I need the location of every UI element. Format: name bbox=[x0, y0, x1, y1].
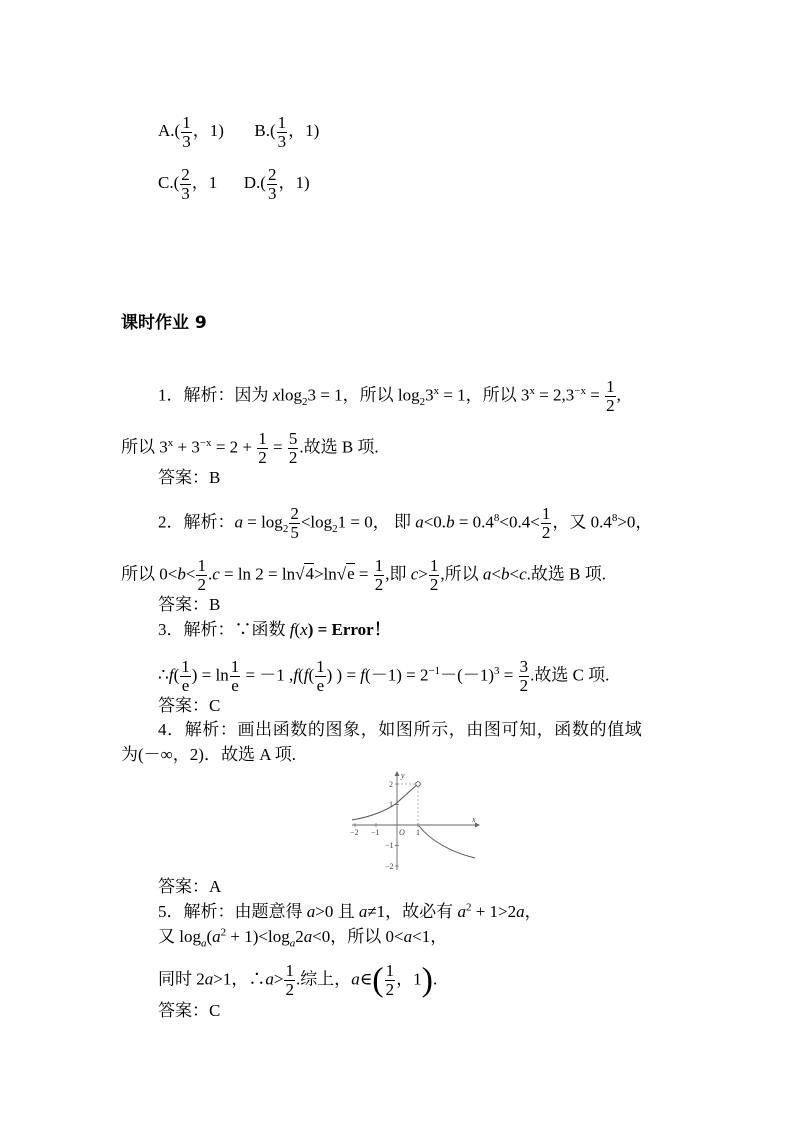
text: ，又 0.4 bbox=[552, 512, 612, 532]
var-a: a bbox=[234, 512, 243, 532]
fraction bbox=[257, 430, 268, 467]
q2-number: 2．解析： bbox=[158, 512, 235, 532]
text: ) ) = bbox=[326, 665, 361, 685]
text: = bbox=[268, 437, 287, 457]
q4-answer: 答案：A bbox=[158, 877, 222, 896]
fraction bbox=[541, 505, 552, 542]
denominator: 2 bbox=[519, 676, 529, 695]
choice-line-ab bbox=[158, 114, 319, 151]
y-tick-label: −2 bbox=[385, 862, 394, 871]
q2-line-2 bbox=[121, 557, 606, 594]
choice-b bbox=[254, 113, 320, 151]
denominator: 2 bbox=[197, 575, 206, 594]
denominator: e bbox=[231, 676, 239, 695]
sqrt-sign: √ bbox=[295, 564, 305, 584]
choice-a-rest: ，1) bbox=[192, 121, 224, 141]
text: >ln bbox=[313, 564, 337, 584]
var-c: c bbox=[212, 564, 220, 584]
q5-line-1 bbox=[158, 902, 542, 922]
radicand: 4 bbox=[305, 564, 314, 584]
var-a: a bbox=[358, 902, 368, 921]
superscript: 2 bbox=[465, 901, 472, 914]
text: ( bbox=[294, 620, 301, 639]
text: + 1>2 bbox=[471, 902, 517, 921]
text: ∈ bbox=[359, 969, 373, 989]
paren-left: ( bbox=[372, 961, 384, 999]
text: + 3 bbox=[173, 437, 200, 457]
sqrt-sign: √ bbox=[336, 564, 347, 584]
choice-b-fraction bbox=[277, 114, 288, 151]
y-axis-label: y bbox=[401, 771, 405, 780]
text: <log bbox=[300, 512, 333, 532]
var-b: b bbox=[446, 512, 455, 532]
fraction bbox=[429, 557, 440, 594]
numerator: 1 bbox=[316, 657, 325, 676]
numerator: 1 bbox=[230, 657, 240, 676]
text: .故选 B 项. bbox=[526, 564, 606, 584]
y-tick-label: 2 bbox=[389, 780, 393, 789]
var-b: b bbox=[500, 564, 510, 584]
x-tick-label: 1 bbox=[416, 828, 420, 837]
text: <1， bbox=[412, 927, 448, 946]
q1-line-1 bbox=[158, 378, 621, 415]
superscript: −1 bbox=[428, 664, 441, 677]
subscript: 2 bbox=[332, 522, 338, 535]
q4-line-2: 为(－∞，2)．故选 A 项. bbox=[121, 745, 297, 764]
text: 3 bbox=[425, 385, 434, 405]
open-point bbox=[416, 782, 421, 787]
text: 3 = 1，所以 log bbox=[307, 385, 420, 405]
numerator: 2 bbox=[181, 165, 190, 184]
text: ( bbox=[298, 665, 304, 685]
text: = －1 , bbox=[241, 665, 294, 685]
superscript: x bbox=[167, 436, 174, 449]
fraction bbox=[284, 962, 295, 999]
text: <0，所以 0< bbox=[312, 927, 404, 946]
numerator: 1 bbox=[285, 961, 294, 980]
superscript: x bbox=[433, 384, 440, 397]
subscript: 2 bbox=[282, 522, 289, 535]
var-f: f bbox=[293, 665, 299, 685]
superscript: 8 bbox=[611, 511, 618, 524]
text: = log bbox=[243, 512, 283, 532]
numerator: 1 bbox=[374, 556, 384, 575]
text: 5．解析：由题意得 bbox=[158, 902, 307, 921]
paren-right: ) bbox=[421, 961, 433, 999]
text: , bbox=[616, 385, 621, 405]
denominator: 3 bbox=[182, 132, 191, 151]
text: ( bbox=[206, 927, 213, 946]
section-heading: 课时作业 9 bbox=[121, 313, 207, 333]
subscript: 2 bbox=[419, 395, 426, 408]
choice-a-label: A.( bbox=[158, 121, 181, 141]
text: + 1)<log bbox=[226, 927, 290, 946]
var-a: a bbox=[303, 927, 313, 946]
q2-answer: 答案：B bbox=[158, 595, 221, 614]
text: －(－1) bbox=[440, 665, 494, 685]
choice-a bbox=[158, 113, 224, 151]
numerator: 2 bbox=[267, 165, 277, 184]
choice-d-fraction bbox=[267, 166, 278, 203]
curve-right bbox=[419, 826, 475, 858]
q1-number: 1．解析： bbox=[158, 385, 235, 405]
text: ≠1，故必有 bbox=[367, 902, 458, 921]
choice-c bbox=[158, 165, 218, 203]
text: >0 且 bbox=[315, 902, 359, 921]
denominator: e bbox=[316, 676, 325, 695]
text: ,所以 bbox=[440, 564, 483, 584]
text: 1 = 0， 即 bbox=[337, 512, 416, 532]
var-c: c bbox=[519, 564, 527, 584]
x-axis-arrow bbox=[475, 823, 480, 828]
denominator: 2 bbox=[288, 448, 298, 467]
text: ,即 bbox=[385, 564, 411, 584]
q3-number: 3．解析： bbox=[158, 620, 235, 639]
var-a: a bbox=[212, 927, 221, 946]
text: <0. bbox=[423, 512, 447, 532]
var-a: a bbox=[265, 969, 274, 989]
text: ( bbox=[173, 665, 180, 685]
text: = bbox=[354, 564, 373, 584]
numerator: 1 bbox=[385, 961, 395, 980]
q1-line-2 bbox=[121, 430, 379, 467]
fraction bbox=[180, 658, 191, 695]
text: ( bbox=[308, 665, 315, 685]
fraction bbox=[519, 658, 530, 695]
var-a: a bbox=[457, 902, 466, 921]
var-a: a bbox=[306, 902, 316, 921]
text: log bbox=[280, 385, 303, 405]
text: .综上， bbox=[295, 969, 352, 989]
text: > bbox=[273, 969, 284, 989]
numerator: 1 bbox=[182, 113, 191, 132]
text: < bbox=[509, 564, 520, 584]
numerator: 1 bbox=[606, 377, 615, 396]
text: 所以 0< bbox=[121, 564, 178, 584]
var-x: x bbox=[272, 385, 281, 405]
var-c: c bbox=[410, 564, 419, 584]
fraction bbox=[230, 658, 241, 695]
denominator: 2 bbox=[374, 575, 384, 594]
text: = 2 + bbox=[211, 437, 257, 457]
text: = bbox=[499, 665, 518, 685]
text: .故选 C 项. bbox=[530, 665, 610, 685]
denominator: 2 bbox=[258, 448, 267, 467]
text: ) = ln bbox=[191, 665, 229, 685]
origin-label: O bbox=[399, 828, 405, 837]
numerator: 5 bbox=[288, 429, 298, 448]
q5-line-3 bbox=[158, 962, 437, 999]
denominator: 3 bbox=[181, 184, 190, 203]
denominator: 2 bbox=[385, 980, 395, 999]
fraction bbox=[289, 505, 300, 542]
text: = 0.4 bbox=[454, 512, 494, 532]
text: 因为 bbox=[234, 385, 273, 405]
denominator: 2 bbox=[541, 523, 551, 542]
numerator: 1 bbox=[181, 657, 190, 676]
text: 所以 3 bbox=[121, 437, 168, 457]
text: = bbox=[586, 385, 605, 405]
choice-d-rest: ，1) bbox=[278, 173, 310, 193]
choice-c-label: C.( bbox=[158, 173, 180, 193]
superscript: 3 bbox=[494, 664, 500, 677]
text: ，1 bbox=[396, 969, 422, 989]
text: = 2,3 bbox=[534, 385, 575, 405]
denominator: 3 bbox=[277, 132, 287, 151]
curve-left bbox=[352, 784, 418, 820]
var-x: x bbox=[300, 620, 308, 639]
q3-line-1 bbox=[158, 620, 391, 640]
fraction bbox=[385, 962, 396, 999]
x-tick-label: −1 bbox=[371, 828, 380, 837]
text: >0， bbox=[617, 512, 653, 532]
y-axis-arrow bbox=[395, 771, 400, 776]
denominator: 3 bbox=[267, 184, 277, 203]
choice-c-rest: ，1 bbox=[191, 173, 218, 193]
text: ∵函数 bbox=[234, 620, 290, 639]
y-tick-label: 1 bbox=[389, 800, 393, 809]
var-a: a bbox=[351, 969, 360, 989]
choice-line-cd bbox=[158, 166, 310, 203]
text: .故选 B 项. bbox=[299, 437, 379, 457]
x-tick-label: −2 bbox=[350, 828, 359, 837]
superscript: −x bbox=[199, 436, 212, 449]
text: 2 bbox=[295, 927, 304, 946]
fraction bbox=[374, 557, 385, 594]
denominator: 2 bbox=[285, 980, 294, 999]
q5-line-2 bbox=[158, 926, 448, 950]
fraction bbox=[288, 430, 299, 467]
choice-d bbox=[243, 165, 310, 203]
q3-line-2 bbox=[158, 658, 609, 695]
numerator: 1 bbox=[541, 504, 551, 523]
var-a: a bbox=[415, 512, 424, 532]
var-a: a bbox=[200, 937, 207, 950]
numerator: 1 bbox=[258, 429, 267, 448]
text: >1，∴ bbox=[213, 969, 266, 989]
text: = ln 2 = ln bbox=[219, 564, 296, 584]
var-a: a bbox=[204, 969, 214, 989]
text: ， bbox=[524, 902, 542, 921]
text: = 1，所以 3 bbox=[439, 385, 530, 405]
numerator: 3 bbox=[519, 657, 529, 676]
choice-c-fraction bbox=[180, 166, 191, 203]
text: < bbox=[185, 564, 196, 584]
var-a: a bbox=[516, 902, 525, 921]
function-graph bbox=[350, 770, 482, 875]
var-a: a bbox=[482, 564, 492, 584]
q4-line-1: 4．解析：画出函数的图象，如图所示，由图可知，函数的值域 bbox=[158, 720, 643, 739]
var-f: f bbox=[360, 665, 366, 685]
text: > bbox=[418, 564, 428, 584]
var-f: f bbox=[289, 620, 295, 639]
q2-line-1 bbox=[158, 505, 652, 542]
numerator: 1 bbox=[429, 556, 439, 575]
subscript: 2 bbox=[302, 395, 308, 408]
var-f: f bbox=[303, 665, 309, 685]
q5-answer: 答案：C bbox=[158, 1001, 221, 1020]
choice-b-rest: ，1) bbox=[288, 121, 320, 141]
text: < bbox=[491, 564, 501, 584]
denominator: 5 bbox=[290, 523, 299, 542]
denominator: 2 bbox=[429, 575, 439, 594]
fraction bbox=[605, 378, 616, 415]
superscript: 8 bbox=[493, 511, 500, 524]
choice-d-label: D.( bbox=[243, 173, 266, 193]
radicand: e bbox=[347, 564, 355, 584]
denominator: 2 bbox=[606, 396, 615, 415]
choice-a-fraction bbox=[181, 114, 192, 151]
fraction bbox=[196, 557, 207, 594]
numerator: 1 bbox=[277, 113, 287, 132]
fraction bbox=[315, 658, 326, 695]
text: 同时 2 bbox=[158, 969, 205, 989]
numerator: 2 bbox=[290, 504, 299, 523]
text: (－1) = 2 bbox=[365, 665, 429, 685]
q3-answer: 答案：C bbox=[158, 696, 221, 715]
text: <0.4< bbox=[499, 512, 540, 532]
q1-answer: 答案：B bbox=[158, 468, 221, 487]
text: . bbox=[207, 564, 213, 584]
var-a: a bbox=[289, 937, 296, 950]
text: . bbox=[432, 969, 438, 989]
numerator: 1 bbox=[197, 556, 206, 575]
superscript: −x bbox=[574, 384, 586, 397]
denominator: e bbox=[181, 676, 190, 695]
choice-b-label: B.( bbox=[254, 121, 276, 141]
superscript: 2 bbox=[220, 926, 227, 939]
superscript: x bbox=[529, 384, 535, 397]
var-b: b bbox=[177, 564, 186, 584]
text: ) = Error！ bbox=[307, 620, 391, 639]
text: 又 log bbox=[158, 927, 201, 946]
y-tick-label: −1 bbox=[385, 841, 394, 850]
var-a: a bbox=[403, 927, 413, 946]
x-axis-label: x bbox=[472, 815, 476, 824]
text: ∴ bbox=[158, 665, 169, 685]
var-f: f bbox=[168, 665, 174, 685]
